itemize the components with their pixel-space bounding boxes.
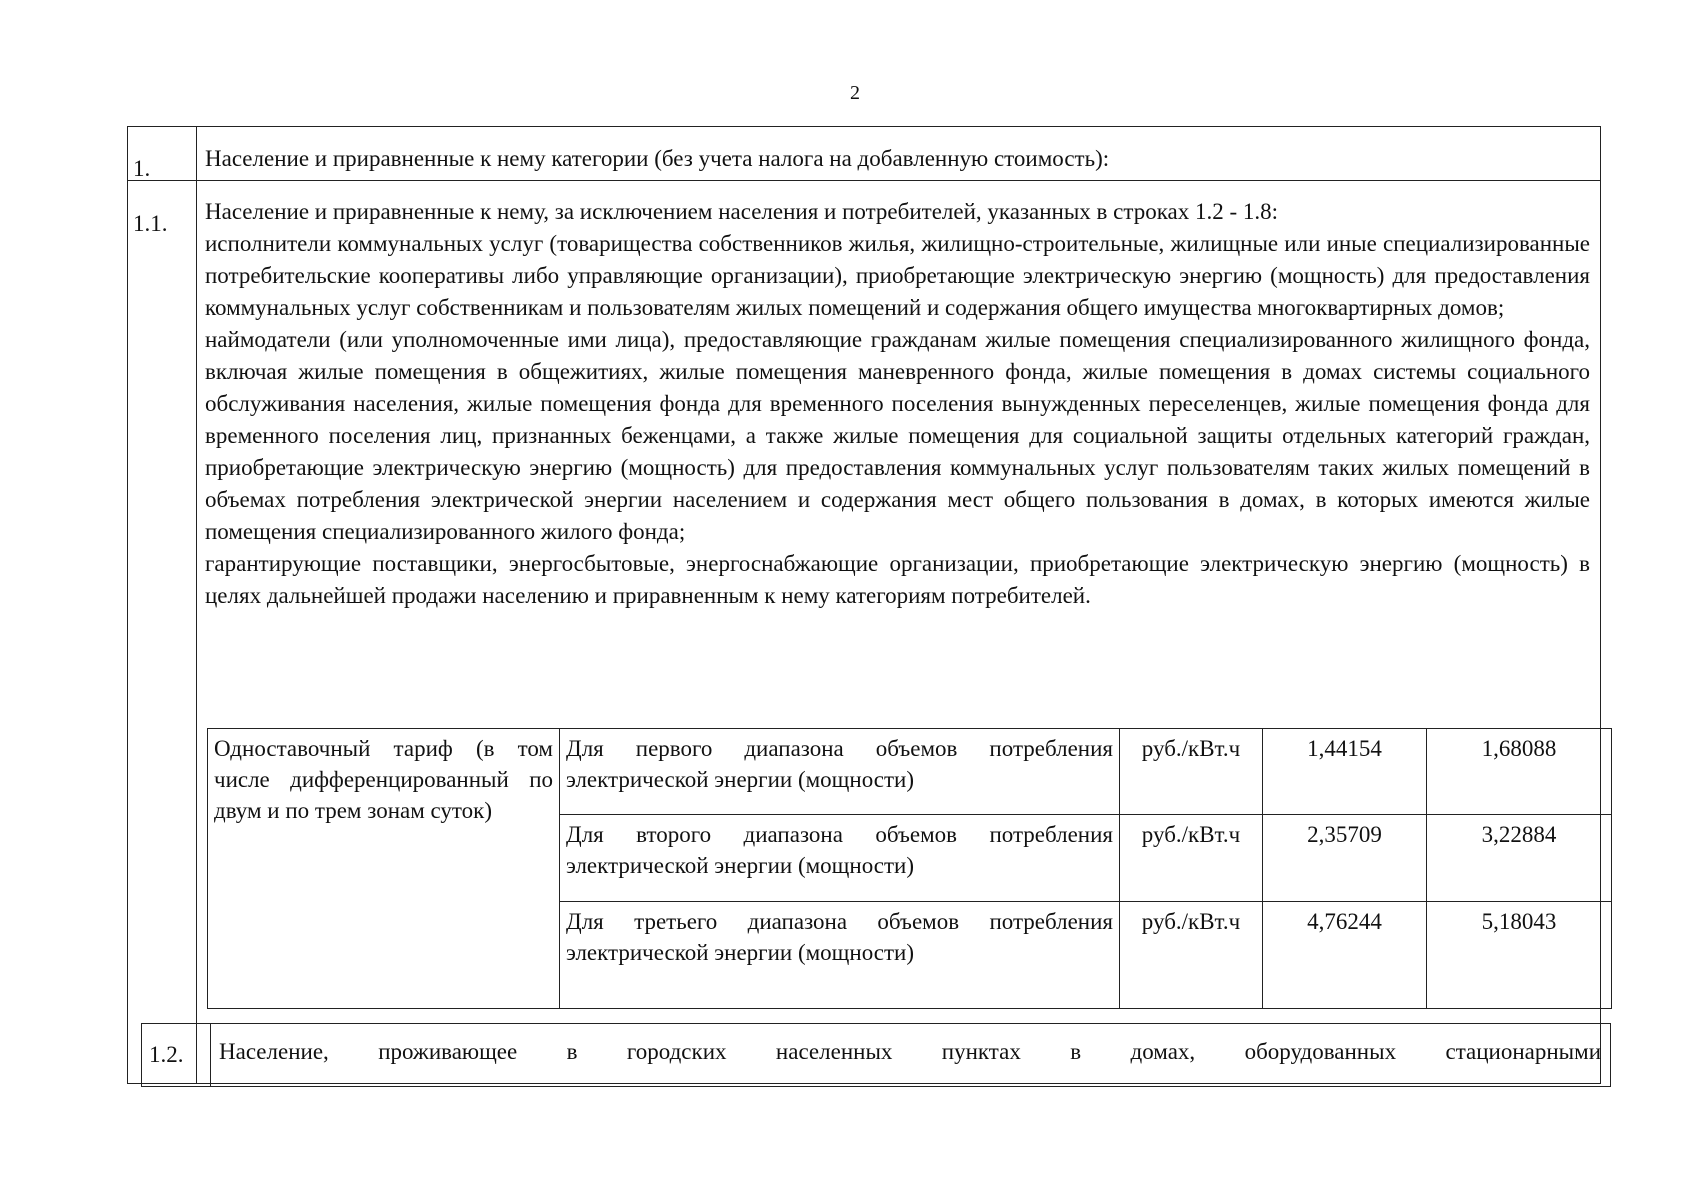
row-1-1-text: [205, 196, 1590, 612]
table-row: [208, 729, 1612, 815]
tariff-value: 2,35709: [1263, 815, 1427, 902]
tariff-range: Для первого диапазона объемов потребления электрической энергии (мощности): [560, 729, 1120, 815]
row-1-1-paragraph: наймодатели (или уполномоченные ими лица), предоставляющие гражданам жилые помещения специализированного жилищного фонда, включая жилые помещения в общежитиях, жилые помещения маневренного фонда, жилые помещения в домах системы социального обслуживания населения, жилые помещения фонда для временного поселения вынужденных переселенцев, жилые помещения фонда для временного поселения лиц, признанных беженцами, а также жилые помещения для социальной защиты отдельных категорий граждан, приобретающие электрическую энергию (мощность) для предоставления коммунальных услуг пользователям таких жилых помещений в объемах потребления электрической энергии населением и содержания мест общего пользования в домах, в которых имеются жилые помещения специализированного жилого фонда;: [205, 327, 1590, 544]
row-1-1-heading: Население и приравненные к нему, за исключением населения и потребителей, указанных в строках 1.2 - 1.8:: [205, 199, 1279, 224]
page-number: 2: [850, 82, 860, 104]
row-1-2-divider: [210, 1023, 211, 1087]
tariff-value: 1,68088: [1427, 729, 1612, 815]
tariff-value: 3,22884: [1427, 815, 1612, 902]
tariff-label: Одноставочный тариф (в том числе дифференцированный по двум и по трем зонам суток): [208, 729, 560, 1009]
tariff-value: 4,76244: [1263, 902, 1427, 1009]
tariff-value: 5,18043: [1427, 902, 1612, 1009]
row-1-1-paragraph: гарантирующие поставщики, энергосбытовые, энергоснабжающие организации, приобретающие электрическую энергию (мощность) в целях дальнейшей продажи населению и приравненным к нему категориям потребителей.: [205, 551, 1590, 608]
row-1-divider: [196, 126, 197, 181]
row-1-1-number: 1.1.: [133, 211, 168, 236]
tariff-table: [207, 728, 1612, 1009]
row-1-2-paragraph: Население, проживающее в городских населенных пунктах в домах, оборудованных стационарными: [219, 1039, 1601, 1064]
tariff-unit: руб./кВт.ч: [1120, 902, 1263, 1009]
row-1-1-divider: [196, 180, 197, 1084]
tariff-unit: руб./кВт.ч: [1120, 729, 1263, 815]
tariff-value: 1,44154: [1263, 729, 1427, 815]
tariff-range: Для третьего диапазона объемов потребления электрической энергии (мощности): [560, 902, 1120, 1009]
tariff-unit: руб./кВт.ч: [1120, 815, 1263, 902]
row-1-2-text: [219, 1036, 1601, 1068]
row-1-1-paragraph: исполнители коммунальных услуг (товарищества собственников жилья, жилищно-строительные, жилищные или иные специализированные потребительские кооперативы либо управляющие организации), приобретающие электрическую энергию (мощность) для предоставления коммунальных услуг собственникам и пользователям жилых помещений и содержания общего имущества многоквартирных домов;: [205, 231, 1590, 320]
row-1-text: Население и приравненные к нему категории (без учета налога на добавленную стоимость):: [205, 146, 1110, 171]
row-1-2-number: 1.2.: [149, 1042, 184, 1067]
tariff-range: Для второго диапазона объемов потребления электрической энергии (мощности): [560, 815, 1120, 902]
row-1-number: 1.: [133, 156, 151, 181]
